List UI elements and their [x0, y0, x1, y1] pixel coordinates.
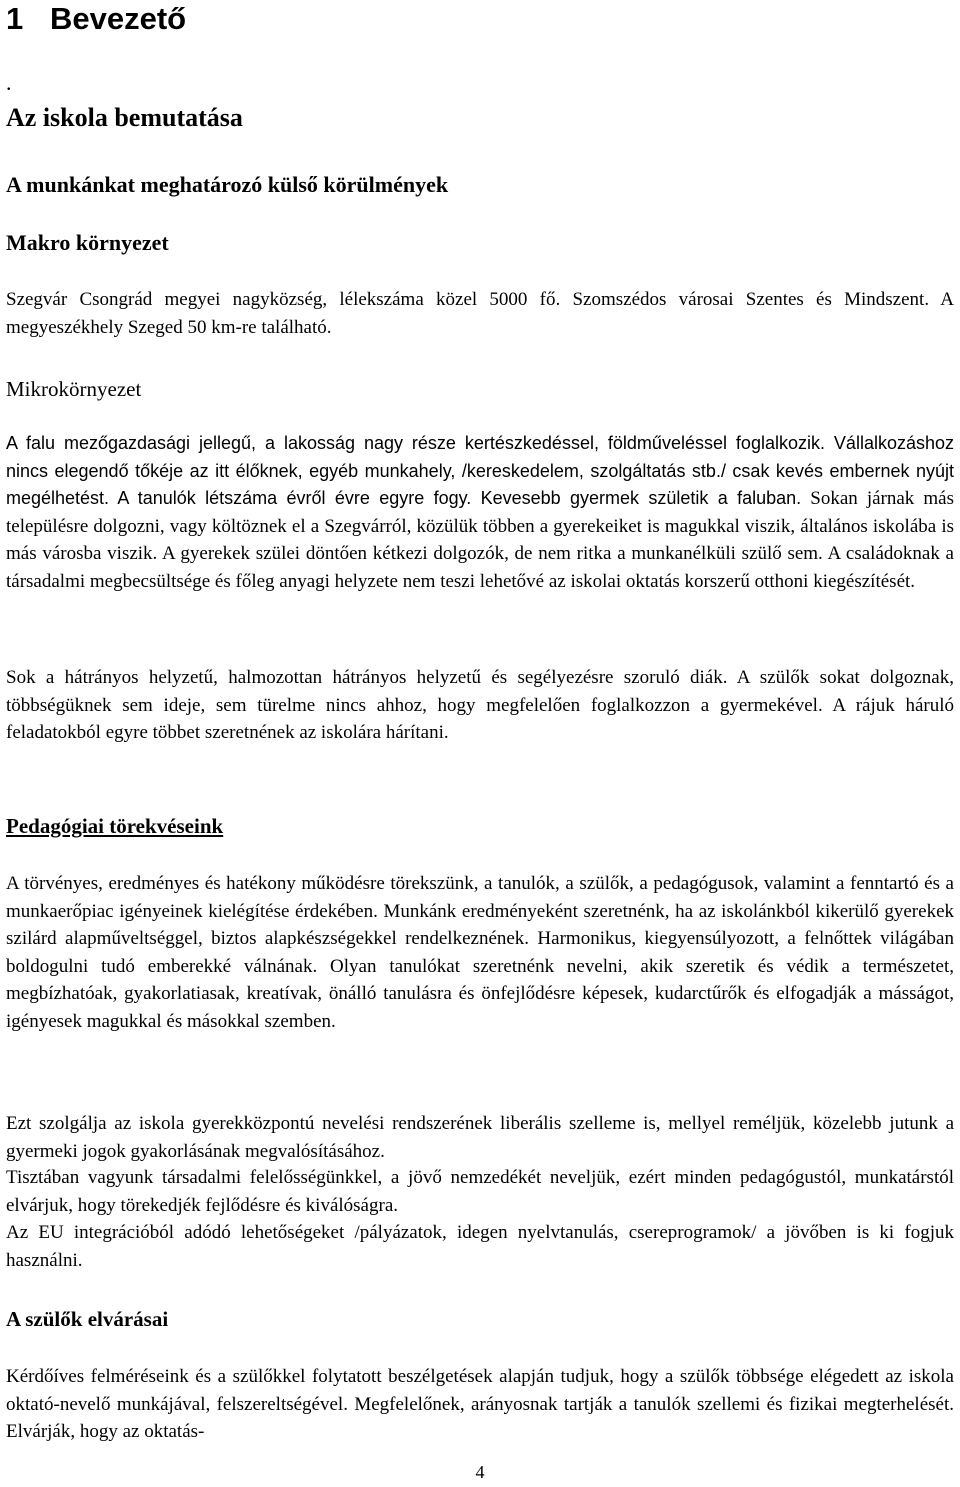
pedagogiai-paragraph-1: A törvényes, eredményes és hatékony működésre törekszünk, a tanulók, a szülők, a pedagógusok, valamint a fenntartó és a munkaerőpiac igényeinek kielégítése érdekében. Munkánk eredményeként szeretnénk, ha az iskolánkból kikerülő gyerekek szilárd alapműveltséggel, biztos alapkészségekkel rendelkeznének. Harmonikus, kiegyensúlyozott, a felnőttek világában boldogulni tudó emberekké válnának. Olyan tanulókat szeretnénk nevelni, akik szeretik és védik a természetet, megbízhatóak, gyakorlatiasak, kreatívak, önálló tanulásra és önfejlődésre képesek, kudarctűrők és elfogadják a másságot, igényesek magukkal és másokkal szemben. — [6, 873, 954, 1032]
szulok-paragraph: Kérdőíves felméréseink és a szülőkkel folytatott beszélgetések alapján tudjuk, hogy a szülők többsége elégedett az iskola oktató-nevelő munkájával, felszereltségével. Megfelelőnek, arányosnak tartják a tanulók szellemi és fizikai megterhelését. Elvárják, hogy az oktatás- — [6, 1366, 954, 1443]
subsection-title: A munkánkat meghatározó külső körülmények — [6, 172, 449, 197]
makro-title: Makro környezet — [6, 230, 169, 255]
mikro-paragraph — [6, 430, 954, 596]
pedagogiai-paragraph-3: Tisztában vagyunk társadalmi felelősségünkkel, a jövő nemzedékét neveljük, ezért minden pedagógustól, munkatárstól elvárjuk, hogy törekedjék fejlődésre és kiválóságra. — [6, 1167, 954, 1216]
mikro-text-c: A családoknak a társadalmi megbecsültsége és főleg anyagi helyzete nem teszi lehetővé az iskolai oktatás korszerű otthoni kiegészítését. — [6, 543, 954, 592]
pedagogiai-paragraph-4: Az EU integrációból adódó lehetőségeket /pályázatok, idegen nyelvtanulás, csereprogramok/ a jövőben is ki fogjuk használni. — [6, 1222, 954, 1271]
page-number: 4 — [475, 1462, 485, 1482]
szulok-title: A szülők elvárásai — [6, 1307, 169, 1331]
chapter-heading — [6, 0, 186, 38]
pedagogiai-title: Pedagógiai törekvéseink — [6, 814, 224, 838]
mikro-text-a: A falu mezőgazdasági jellegű, a lakosság nagy része kertészkedéssel, földműveléssel foglalkozik. Vállalkozáshoz nincs elegendő tőkéje az itt élőknek, egyéb munkahely, /kereskedelem, szolgáltatás stb./ csak kevés embernek nyújt megélhetést. A tanulók létszáma évről évre egyre fogy. Kevesebb gyermek születik a faluban. — [6, 433, 954, 509]
section-title: Az iskola bemutatása — [6, 103, 243, 132]
chapter-title: Bevezető — [50, 1, 187, 36]
stray-dot: . — [6, 70, 12, 95]
pedagogiai-paragraph-2: Ezt szolgálja az iskola gyerekközpontú nevelési rendszerének liberális szelleme is, mellyel reméljük, közelebb jutunk a gyermeki jogok gyakorlásának megvalósításához. — [6, 1113, 954, 1162]
mikro-paragraph-2: Sok a hátrányos helyzetű, halmozottan hátrányos helyzetű és segélyezésre szoruló diák. A szülők sokat dolgoznak, többségüknek sem ideje, sem türelme nincs ahhoz, hogy megfelelően foglalkozzon a gyermekével. A rájuk háruló feladatokból egyre többet szeretnének az iskolára hárítani. — [6, 667, 954, 744]
makro-paragraph: Szegvár Csongrád megyei nagyközség, lélekszáma közel 5000 fő. Szomszédos városai Szentes és Mindszent. A megyeszékhely Szeged 50 km-re található. — [6, 289, 954, 338]
mikro-title: Mikrokörnyezet — [6, 377, 142, 401]
mikro-text-b: Sokan járnak más településre dolgozni, vagy költöznek el a Szegvárról, közülük többen a gyerekeiket is magukkal viszik, általános iskolába is más városba viszik. A gyerekek szülei döntően kétkezi dolgozók, de nem ritka a munkanélküli szülő sem. — [6, 488, 955, 565]
chapter-number: 1 — [6, 1, 24, 36]
